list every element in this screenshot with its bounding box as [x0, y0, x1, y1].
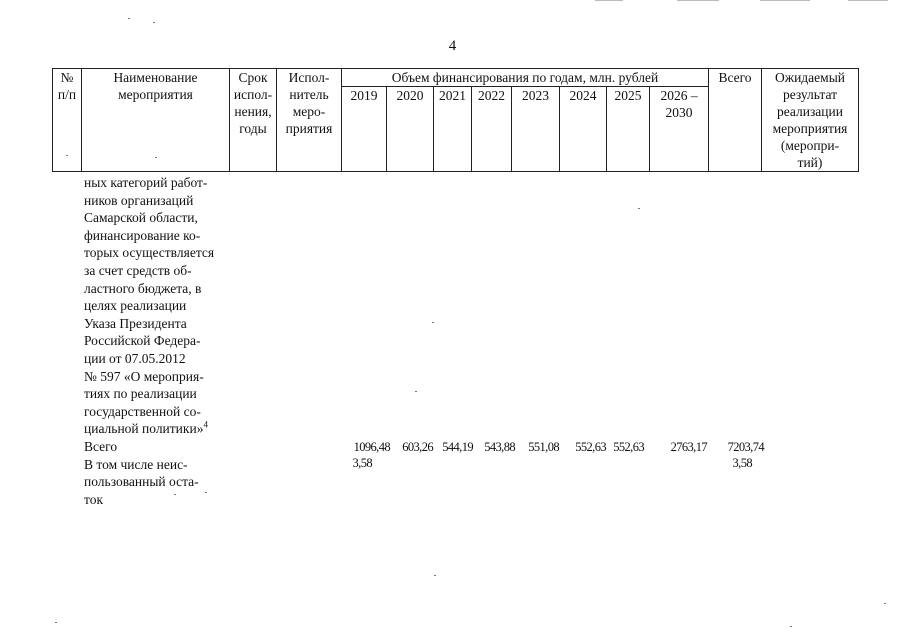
- col-header-result: Ожидаемый результат реализации мероприятия (меропри- тий): [762, 69, 859, 172]
- scan-speck: [415, 391, 417, 392]
- description-line: целях реализации: [84, 298, 187, 314]
- total-2022: 543,88: [484, 440, 515, 454]
- description-line: тиях по реализации: [84, 386, 197, 402]
- col-header-year: 2019: [342, 87, 387, 172]
- scan-speck: [153, 22, 155, 23]
- scan-artifact: [848, 0, 888, 1]
- total-2024: 552,63: [575, 440, 606, 454]
- scan-speck: [55, 622, 57, 623]
- scan-speck: [66, 155, 68, 156]
- total-2020: 603,26: [402, 440, 433, 454]
- description-line: торых осуществляется: [84, 245, 215, 261]
- description-line: ластного бюджета, в: [84, 280, 202, 296]
- col-header-year-range: 2026 – 2030: [650, 87, 709, 172]
- measure-description: [84, 174, 225, 508]
- col-header-year: 2023: [512, 87, 560, 172]
- description-line: ции от 07.05.2012: [84, 350, 186, 366]
- col-header-year: 2022: [472, 87, 512, 172]
- description-line: № 597 «О мероприя-: [84, 368, 204, 384]
- budget-table-header: [52, 68, 859, 172]
- total-2021: 544,19: [442, 440, 473, 454]
- total-2025: 552,63: [613, 440, 644, 454]
- scan-speck: [638, 208, 640, 209]
- remainder-total: 3,58: [732, 456, 752, 470]
- total-2026-2030: 2763,17: [670, 440, 707, 454]
- total-2023: 551,08: [528, 440, 559, 454]
- remainder-label: пользованный оста-: [84, 474, 199, 490]
- description-line-last: циальной политики»$^4$: [84, 419, 208, 437]
- col-header-year: 2025: [607, 87, 650, 172]
- scan-speck: [174, 494, 176, 495]
- col-header-number: № п/п: [53, 69, 82, 172]
- scan-speck: [434, 575, 436, 576]
- page-number: 4: [448, 38, 457, 54]
- description-line: Указа Президента: [84, 315, 187, 331]
- col-header-total: Всего: [709, 69, 762, 172]
- scan-artifact: [595, 0, 623, 1]
- description-line: Самарской области,: [84, 210, 198, 226]
- col-header-name: Наименование мероприятия: [82, 69, 230, 172]
- remainder-2019: 3,58: [352, 456, 372, 470]
- col-header-term: Срок испол- нения, годы: [230, 69, 277, 172]
- description-line: Российской Федера-: [84, 333, 201, 349]
- col-header-year: 2020: [387, 87, 434, 172]
- scan-speck: [884, 603, 886, 604]
- col-header-year: 2021: [434, 87, 472, 172]
- col-header-year: 2024: [560, 87, 607, 172]
- description-line: государственной со-: [84, 403, 201, 419]
- scan-speck: [205, 492, 207, 493]
- footnote-mark: 4: [203, 419, 208, 430]
- description-line: за счет средств об-: [84, 262, 192, 278]
- total-all-years: 7203,74: [727, 440, 764, 454]
- scan-artifact: [677, 0, 719, 1]
- scan-speck: [790, 626, 792, 627]
- description-line: ных категорий работ-: [84, 175, 208, 190]
- total-label: Всего: [84, 438, 118, 454]
- scan-speck: [432, 322, 434, 323]
- scan-speck: [128, 18, 130, 19]
- scan-artifact: [760, 0, 810, 1]
- scan-speck: [155, 157, 157, 158]
- col-header-executor: Испол- нитель меро- приятия: [277, 69, 342, 172]
- total-2019: 1096,48: [353, 440, 390, 454]
- description-line: ников организаций: [84, 192, 194, 208]
- description-line: финансирование ко-: [84, 227, 201, 243]
- remainder-label: ток: [84, 491, 104, 507]
- remainder-label: В том числе неис-: [84, 456, 188, 472]
- col-header-funding: Объем финансирования по годам, млн. рублей: [342, 69, 709, 87]
